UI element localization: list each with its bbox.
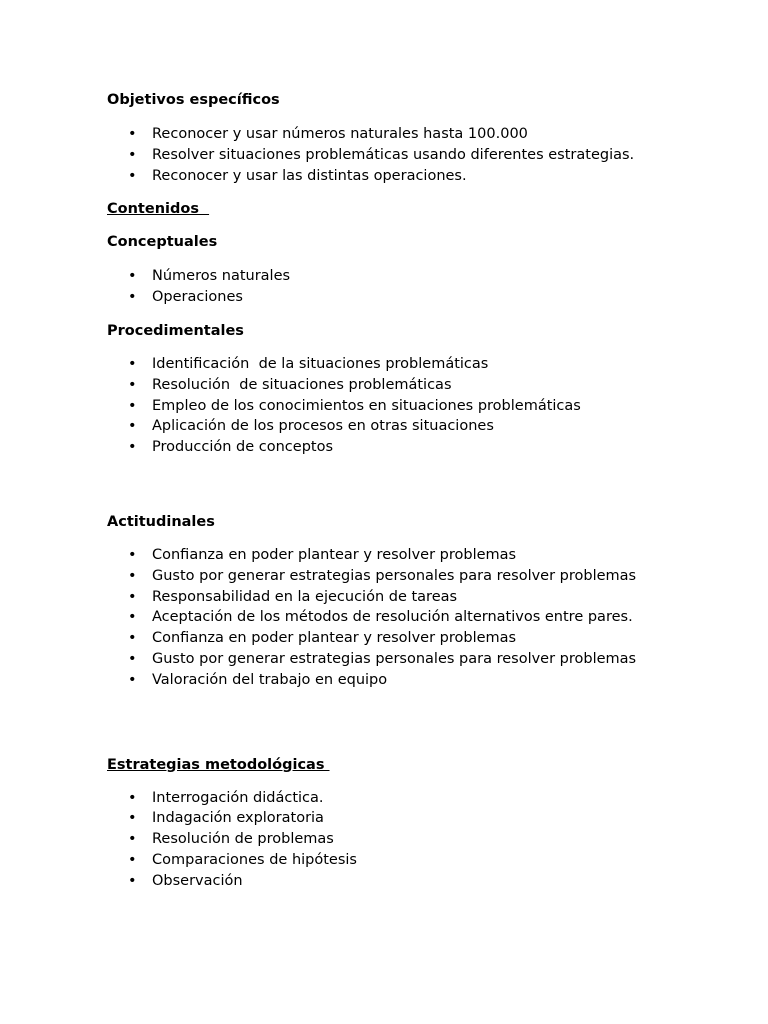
bullet-icon: • bbox=[128, 126, 137, 142]
list-item bbox=[107, 871, 727, 892]
estrategias-list bbox=[107, 788, 727, 892]
list-item-text: Observación bbox=[152, 872, 243, 889]
bullet-icon: • bbox=[128, 397, 137, 414]
list-item bbox=[107, 808, 727, 829]
list-item bbox=[107, 437, 727, 458]
list-item-text: Gusto por generar estrategias personales para resolver problemas bbox=[152, 650, 637, 667]
bullet-icon: • bbox=[128, 671, 137, 688]
list-item-text: Reconocer y usar las distintas operaciones. bbox=[152, 167, 467, 184]
document-page bbox=[107, 90, 727, 892]
list-item-text: Resolución de problemas bbox=[152, 831, 334, 848]
list-item bbox=[107, 375, 727, 396]
bullet-icon: • bbox=[128, 418, 137, 435]
list-item-text: Responsabilidad en la ejecución de tareas bbox=[152, 588, 458, 605]
bullet-icon: • bbox=[128, 588, 137, 605]
bullet-icon: • bbox=[128, 630, 137, 647]
list-item-text: Aceptación de los métodos de resolución alternativos entre pares. bbox=[152, 609, 633, 626]
list-item bbox=[107, 607, 727, 628]
actitudinales-list bbox=[107, 545, 727, 691]
list-item bbox=[107, 396, 727, 417]
objetivos-list bbox=[107, 124, 727, 186]
list-item bbox=[107, 416, 727, 437]
list-item bbox=[107, 649, 727, 670]
list-item-text: Empleo de los conocimientos en situaciones problemáticas bbox=[152, 397, 581, 414]
procedimentales-list bbox=[107, 354, 727, 458]
bullet-icon: • bbox=[128, 872, 137, 889]
list-item bbox=[107, 670, 727, 691]
bullet-icon: • bbox=[128, 167, 137, 184]
bullet-icon: • bbox=[128, 650, 137, 667]
bullet-icon: • bbox=[128, 546, 137, 563]
list-item-text: Valoración del trabajo en equipo bbox=[152, 671, 388, 688]
bullet-icon: • bbox=[128, 376, 137, 393]
list-item-text: Gusto por generar estrategias personales para resolver problemas bbox=[152, 567, 637, 584]
procedimentales-heading: Procedimentales bbox=[107, 322, 244, 339]
list-item-text: Resolver situaciones problemáticas usando diferentes estrategias. bbox=[152, 146, 635, 163]
list-item-text: Producción de conceptos bbox=[152, 439, 334, 456]
list-item-text: Confianza en poder plantear y resolver problemas bbox=[152, 630, 517, 647]
list-item-text: Identificación de la situaciones problemáticas bbox=[152, 355, 489, 372]
objetivos-heading: Objetivos específicos bbox=[107, 92, 280, 108]
bullet-icon: • bbox=[128, 567, 137, 584]
conceptuales-list bbox=[107, 266, 727, 308]
bullet-icon: • bbox=[128, 851, 137, 868]
bullet-icon: • bbox=[128, 146, 137, 163]
bullet-icon: • bbox=[128, 810, 137, 827]
actitudinales-heading: Actitudinales bbox=[107, 513, 215, 530]
list-item-text: Confianza en poder plantear y resolver problemas bbox=[152, 546, 517, 563]
list-item bbox=[107, 587, 727, 608]
list-item-text: Operaciones bbox=[152, 289, 243, 306]
list-item-text: Aplicación de los procesos en otras situaciones bbox=[152, 418, 494, 435]
bullet-icon: • bbox=[128, 268, 137, 285]
conceptuales-heading: Conceptuales bbox=[107, 234, 218, 251]
list-item-text: Resolución de situaciones problemáticas bbox=[152, 376, 452, 393]
list-item-text: Reconocer y usar números naturales hasta 100.000 bbox=[152, 126, 528, 142]
bullet-icon: • bbox=[128, 789, 137, 806]
estrategias-heading: Estrategias metodológicas bbox=[107, 756, 330, 773]
list-item bbox=[107, 628, 727, 649]
list-item bbox=[107, 124, 727, 145]
list-item-text: Interrogación didáctica. bbox=[152, 789, 324, 806]
bullet-icon: • bbox=[128, 609, 137, 626]
list-item bbox=[107, 287, 727, 308]
list-item-text: Indagación exploratoria bbox=[152, 810, 324, 827]
list-item bbox=[107, 788, 727, 809]
list-item bbox=[107, 850, 727, 871]
list-item bbox=[107, 566, 727, 587]
list-item-text: Comparaciones de hipótesis bbox=[152, 851, 357, 868]
list-item bbox=[107, 145, 727, 166]
bullet-icon: • bbox=[128, 831, 137, 848]
bullet-icon: • bbox=[128, 439, 137, 456]
list-item bbox=[107, 354, 727, 375]
list-item bbox=[107, 266, 727, 287]
list-item bbox=[107, 829, 727, 850]
list-item-text: Números naturales bbox=[152, 268, 291, 285]
list-item bbox=[107, 545, 727, 566]
contenidos-heading: Contenidos bbox=[107, 201, 210, 218]
bullet-icon: • bbox=[128, 289, 137, 306]
bullet-icon: • bbox=[128, 355, 137, 372]
list-item bbox=[107, 166, 727, 187]
